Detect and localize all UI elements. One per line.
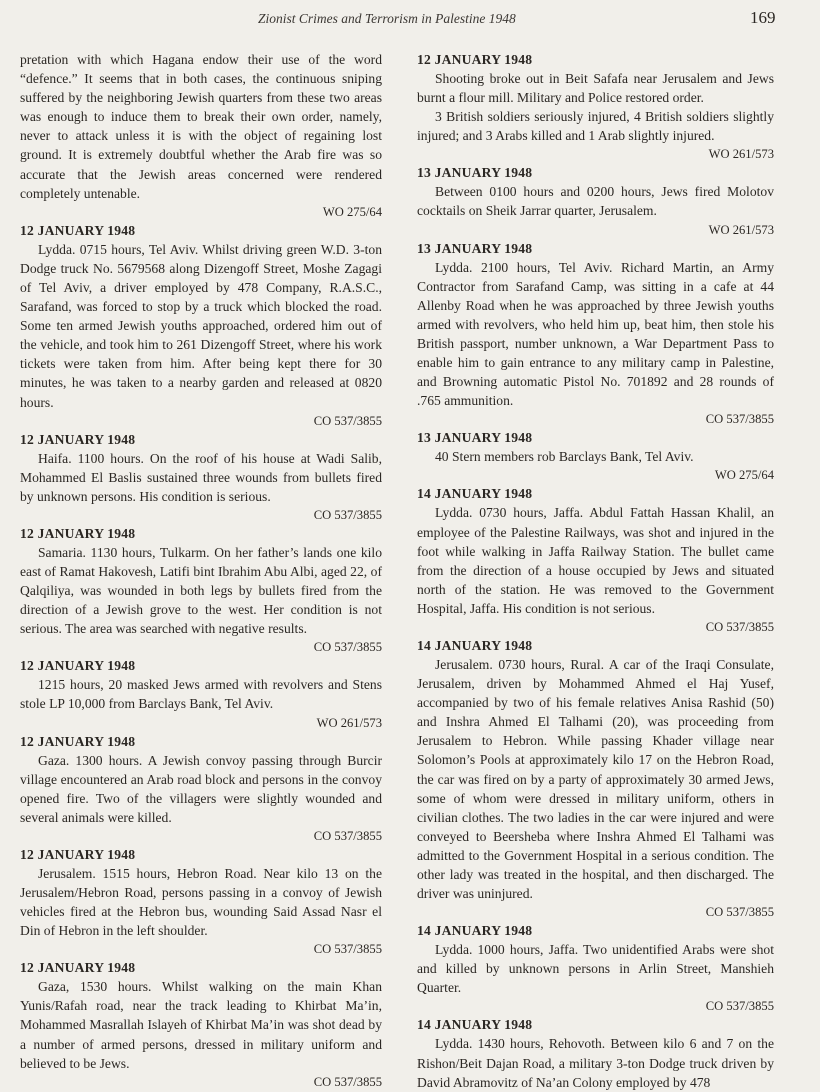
entry-date-heading: 12 JANUARY 1948 [20,960,136,976]
entry-paragraph: 3 British soldiers seriously injured, 4 British soldiers slightly injured; and 3 Arabs killed and 1 Arab slightly injured. [417,109,774,144]
entry-date-heading: 14 JANUARY 1948 [417,923,533,939]
diary-entry [417,921,774,1015]
entry-date-heading: 14 JANUARY 1948 [417,637,533,653]
entry-paragraph: Haifa. 1100 hours. On the roof of his house at Wadi Salib, Mohammed El Baslis sustained three wounds from bullets fired by unknown persons. His condition is serious. [20,450,382,504]
source-reference: WO 261/573 [708,147,774,162]
diary-entry [20,430,382,524]
diary-entry [417,239,774,429]
entry-date-heading: 14 JANUARY 1948 [417,1017,533,1033]
diary-entry [417,428,774,484]
source-reference: CO 537/3855 [313,413,382,428]
entry-paragraph: Lydda. 0730 hours, Jaffa. Abdul Fattah Hassan Khalil, an employee of the Palestine Railways, was shot and injured in the foot while walking in Jaffa Railway Station. The bullet came from the direction of a house occupied by Jews and situated north of the station. He was removed to the Government Hospital, Jaffa. His condition is not serious. [417,505,774,616]
continuation-paragraph: pretation with which Hagana endow their use of the word “defence.” It seems that in both cases, the continuous sniping suffered by the neighboring Jewish quarters from these two areas was enough to induce them to break their own order, namely, never to attack unless it is with the object of regaining lost ground. It is extremely doubtful whether the Arab fire was so accurate that the Jewish areas concerned were rendered completely untenable. [20,52,382,201]
left-column [20,50,382,1091]
entry-date-heading: 12 JANUARY 1948 [20,846,136,862]
diary-entry [417,1015,774,1091]
entry-date-heading: 12 JANUARY 1948 [20,658,136,674]
page-number: 169 [750,8,776,27]
entry-date-heading: 13 JANUARY 1948 [417,240,533,256]
entry-paragraph: Gaza, 1530 hours. Whilst walking on the main Khan Yunis/Rafah road, near the track leading to Khirbat Ma’in, Mohammed Masrallah Islayeh of Khirbat Ma’in was shot dead by a number of armed persons, dressed in military uniform and believed to be Jews. [20,979,382,1071]
entry-paragraph: Between 0100 hours and 0200 hours, Jews fired Molotov cocktails on Sheik Jarrar quarter, Jerusalem. [417,184,774,219]
source-reference: CO 537/3855 [705,412,774,427]
entry-paragraph: Shooting broke out in Beit Safafa near Jerusalem and Jews burnt a flour mill. Military and Police restored order. [417,71,774,106]
left-entries [20,221,382,1091]
entry-paragraph: Lydda. 1430 hours, Rehovoth. Between kilo 6 and 7 on the Rishon/Beit Dajan Road, a military 3-ton Dodge truck driven by David Abramovitz of Na’an Colony employed by 478 [417,1036,774,1090]
right-entries [417,50,774,1092]
entry-date-heading: 12 JANUARY 1948 [20,431,136,447]
entry-paragraph: 1215 hours, 20 masked Jews armed with revolvers and Stens stole LP 10,000 from Barclays Bank, Tel Aviv. [20,677,382,712]
diary-entry [20,221,382,430]
source-reference: WO 261/573 [316,715,382,730]
entry-paragraph: Samaria. 1130 hours, Tulkarm. On her father’s lands one kilo east of Ramat Hakovesh, Latifi bint Ibrahim Abu Albi, aged 22, of Qalqiliya, was wounded in both legs by bullets fired from the direction of a Jewish grove to the west. Her condition is not serious. The area was searched with negative results. [20,544,382,637]
source-reference: CO 537/3855 [705,905,774,920]
entry-date-heading: 12 JANUARY 1948 [20,222,136,238]
entry-paragraph: Gaza. 1300 hours. A Jewish convoy passing through Burcir village encountered an Arab road block and persons in the convoy opened fire. Two of the villagers were slightly wounded and several animals were killed. [20,752,382,825]
diary-entry [417,636,774,921]
entry-date-heading: 13 JANUARY 1948 [417,430,533,446]
diary-entry [20,845,382,958]
source-reference: CO 537/3855 [313,640,382,655]
source-reference: CO 537/3855 [313,828,382,843]
source-reference: CO 537/3855 [705,619,774,634]
diary-entry [20,732,382,845]
diary-entry [20,656,382,731]
right-column [417,50,774,1092]
diary-entry [20,958,382,1090]
entry-date-heading: 12 JANUARY 1948 [20,525,136,541]
diary-entry [417,484,774,636]
entry-paragraph: 40 Stern members rob Barclays Bank, Tel Aviv. [435,449,694,465]
entry-date-heading: 12 JANUARY 1948 [417,52,533,67]
entry-paragraph: Jerusalem. 0730 hours, Rural. A car of the Iraqi Consulate, Jerusalem, driven by Mohammed Ahmed el Haj Yusef, accompanied by two of his female relatives Anisa Rashid (50) and Inshra Ahmed El Talhami (20), was proceeding from Jerusalem to Hebron. While passing Khader village near Solomon’s Pools at approximately kilo 17 on the Hebron Road, the car was fired on by a party of approximately 30 armed Jews, some of whom were dressed in military uniform, others in civilian clothes. The two ladies in the car were injured and were conveyed to Beersheba where Inshra Ahmed El Talhami was admitted to the Government Hospital in a serious condition. The other lady was treated in the hospital, and then discharged. The driver was uninjured. [417,656,774,902]
diary-entry [417,163,774,238]
source-reference: CO 537/3855 [313,942,382,957]
source-reference: CO 537/3855 [313,1074,382,1089]
entry-date-heading: 14 JANUARY 1948 [417,486,533,502]
source-reference: CO 537/3855 [313,507,382,522]
source-reference: WO 275/64 [322,204,382,219]
source-reference: WO 261/573 [708,222,774,237]
entry-date-heading: 12 JANUARY 1948 [20,733,136,749]
diary-entry [417,50,774,163]
diary-entry [20,524,382,656]
source-reference: WO 275/64 [714,468,774,483]
entry-paragraph: Lydda. 1000 hours, Jaffa. Two unidentified Arabs were shot and killed by unknown persons in Arlin Street, Manshieh Quarter. [417,942,774,996]
entry-paragraph: Jerusalem. 1515 hours, Hebron Road. Near kilo 13 on the Jerusalem/Hebron Road, persons passing in a convoy of Jewish vehicles fired at the Hebron bus, wounding Said Assad Nasr el Din of Hebron in the left shoulder. [20,865,382,939]
entry-paragraph: Lydda. 2100 hours, Tel Aviv. Richard Martin, an Army Contractor from Sarafand Camp, was sitting in a cafe at 44 Allenby Road when he was approached by three Jewish youths armed with revolvers, who held him up, beat him, then stole his British passport, number unknown, a War Department Pass to enable him to gain entrance to any military camp in Palestine, and Browning automatic Pistol No. 701892 and 28 rounds of .765 ammunition. [417,259,774,409]
entry-paragraph: Lydda. 0715 hours, Tel Aviv. Whilst driving green W.D. 3-ton Dodge truck No. 5679568 along Dizengoff Street, Moshe Zagagi of Tel Aviv, a driver employed by 478 Company, R.A.S.C., Sarafand, was forced to stop by a truck which blocked the road. Some ten armed Jewish youths approached, ordered him out of the vehicle, and took him to 261 Dizengoff Street, where his work tickets were taken from him. After being kept there for 30 minutes, he was taken to a nearby garden and released at 0820 hours. [20,241,382,410]
entry-date-heading: 13 JANUARY 1948 [417,165,533,181]
source-reference: CO 537/3855 [705,999,774,1014]
page-header [0,8,820,32]
running-title: Zionist Crimes and Terrorism in Palestine 1948 [258,11,516,26]
